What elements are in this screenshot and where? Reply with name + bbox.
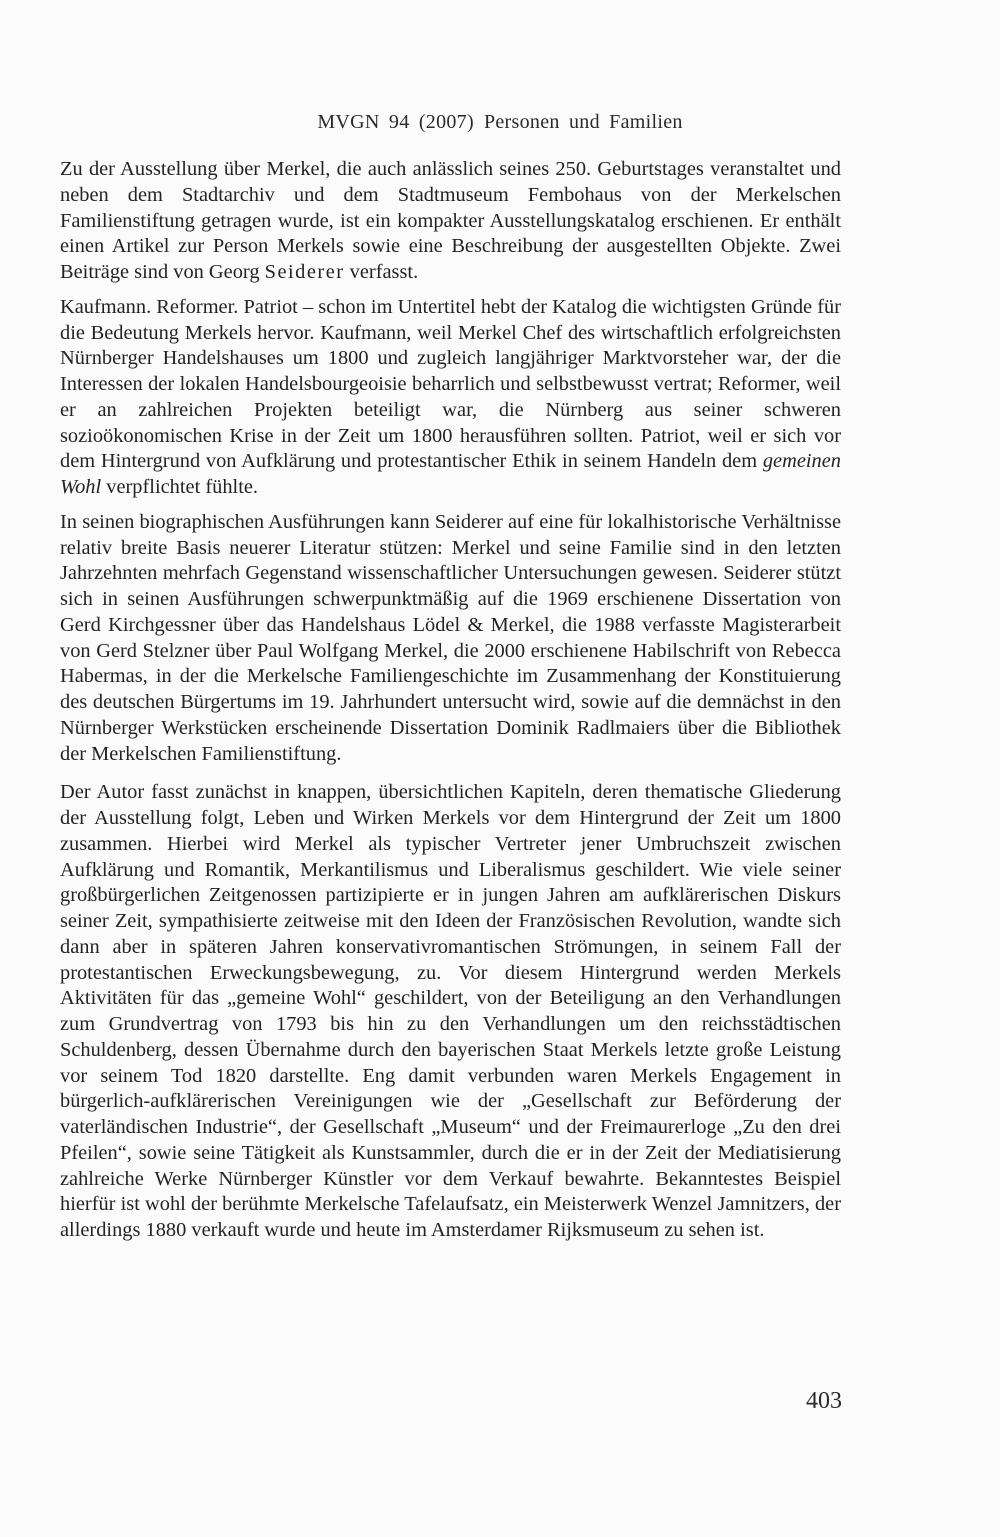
paragraph: In seinen biographischen Ausführungen kann Seiderer auf eine für lokalhistorische Verhältnisse relativ breite Basis neuerer Literatur stützen: Merkel und seine Familie sind in den letzten Jahrzehnten mehrfach Gegenstand wissenschaftlicher Untersuchungen gewesen. Seiderer stützt sich in seinen Ausführungen schwerpunktmäßig auf die 1969 erschienene Dissertation von Gerd Kirchgessner über das Handelshaus Lödel & Merkel, die 1988 verfasste Magisterarbeit von Gerd Stelzner über Paul Wolfgang Merkel, die 2000 erschienene Habilschrift von Rebecca Habermas, in der die Merkelsche Familiengeschichte im Zusammenhang der Konstituierung des deutschen Bürgertums im 19. Jahrhundert untersucht wird, sowie auf die demnächst in den Nürnberger Werkstücken erscheinende Dissertation Dominik Radlmaiers über die Bibliothek der Merkelschen Familienstiftung. (60, 510, 841, 765)
paragraph (60, 295, 841, 501)
paragraph-text: verpflichtet fühlte. (101, 476, 259, 498)
author-name-spaced: Seiderer (264, 261, 345, 283)
section-title: Personen und Familien (483, 111, 683, 133)
running-header (0, 111, 1000, 134)
paragraph (60, 157, 841, 286)
paragraph-text: Zu der Ausstellung über Merkel, die auch anlässlich seines 250. Geburtstages veranstaltet und neben dem Stadtarchiv und dem Stadtmuseum Fembohaus von der Merkelschen Familienstiftung getragen wurde, ist ein kompakter Ausstellungskatalog erschienen. Er enthält einen Artikel zur Person Merkels sowie eine Beschreibung der ausgestellten Objekte. Zwei Beiträge sind von Georg (60, 158, 841, 283)
paragraph-text: Kaufmann. Reformer. Patriot – schon im Untertitel hebt der Katalog die wichtigsten Gründe für die Bedeutung Merkels hervor. Kaufmann, weil Merkel Chef des wirtschaftlich erfolgreichsten Nürnberger Handelshauses um 1800 und zugleich langjähriger Marktvorsteher war, der die Interessen der lokalen Handelsbourgeoisie beharrlich und selbstbewusst vertrat; Reformer, weil er an zahlreichen Projekten beteiligt war, die Nürnberg aus seiner schweren sozioökonomischen Krise in der Zeit um 1800 herausführen sollten. Patriot, weil er sich vor dem Hintergrund von Aufklärung und protestantischer Ethik in seinem Handeln dem (60, 295, 841, 473)
paragraph-text: verfasst. (344, 261, 419, 283)
paragraph: Der Autor fasst zunächst in knappen, übersichtlichen Kapiteln, deren thematische Gliederung der Ausstellung folgt, Leben und Wirken Merkels vor dem Hintergrund der Zeit um 1800 zusammen. Hierbei wird Merkel als typischer Vertreter jener Umbruchszeit zwischen Aufklärung und Romantik, Merkantilismus und Liberalismus geschildert. Wie viele seiner großbürgerlichen Zeitgenossen partizipierte er in jungen Jahren am aufklärerischen Diskurs seiner Zeit, sympathisierte zeitweise mit den Ideen der Französischen Revolution, wandte sich dann aber in späteren Jahren konservativromantischen Strömungen, in seinem Fall der protestantischen Erweckungsbewegung, zu. Vor diesem Hintergrund werden Merkels Aktivitäten für das „gemeine Wohl“ geschildert, von der Beteiligung an den Verhandlungen zum Grundvertrag von 1793 bis hin zu den Verhandlungen um den reichsstädtischen Schuldenberg, dessen Übernahme durch den bayerischen Staat Merkels letzte große Leistung vor seinem Tod 1820 darstellte. Eng damit verbunden waren Merkels Engagement in bürgerlich-aufklärerischen Vereinigungen wie der „Gesellschaft zur Beförderung der vaterländischen Industrie“, der Gesellschaft „Museum“ und der Freimaurerloge „Zu den drei Pfeilen“, sowie seine Tätigkeit als Kunstsammler, durch die er in der Zeit der Mediatisierung zahlreiche Werke Nürnberger Künstler vor dem Verkauf bewahrte. Bekanntestes Beispiel hierfür ist wohl der berühmte Merkelsche Tafelaufsatz, ein Meisterwerk Wenzel Jamnitzers, der allerdings 1880 verkauft wurde und heute im Amsterdamer Rijksmuseum zu sehen ist. (60, 781, 841, 1241)
article-body (60, 157, 841, 1244)
journal-reference: MVGN 94 (2007) (317, 111, 474, 133)
page-number: 403 (806, 1388, 842, 1414)
italic-phrase: gemeinen Wohl (60, 450, 841, 498)
